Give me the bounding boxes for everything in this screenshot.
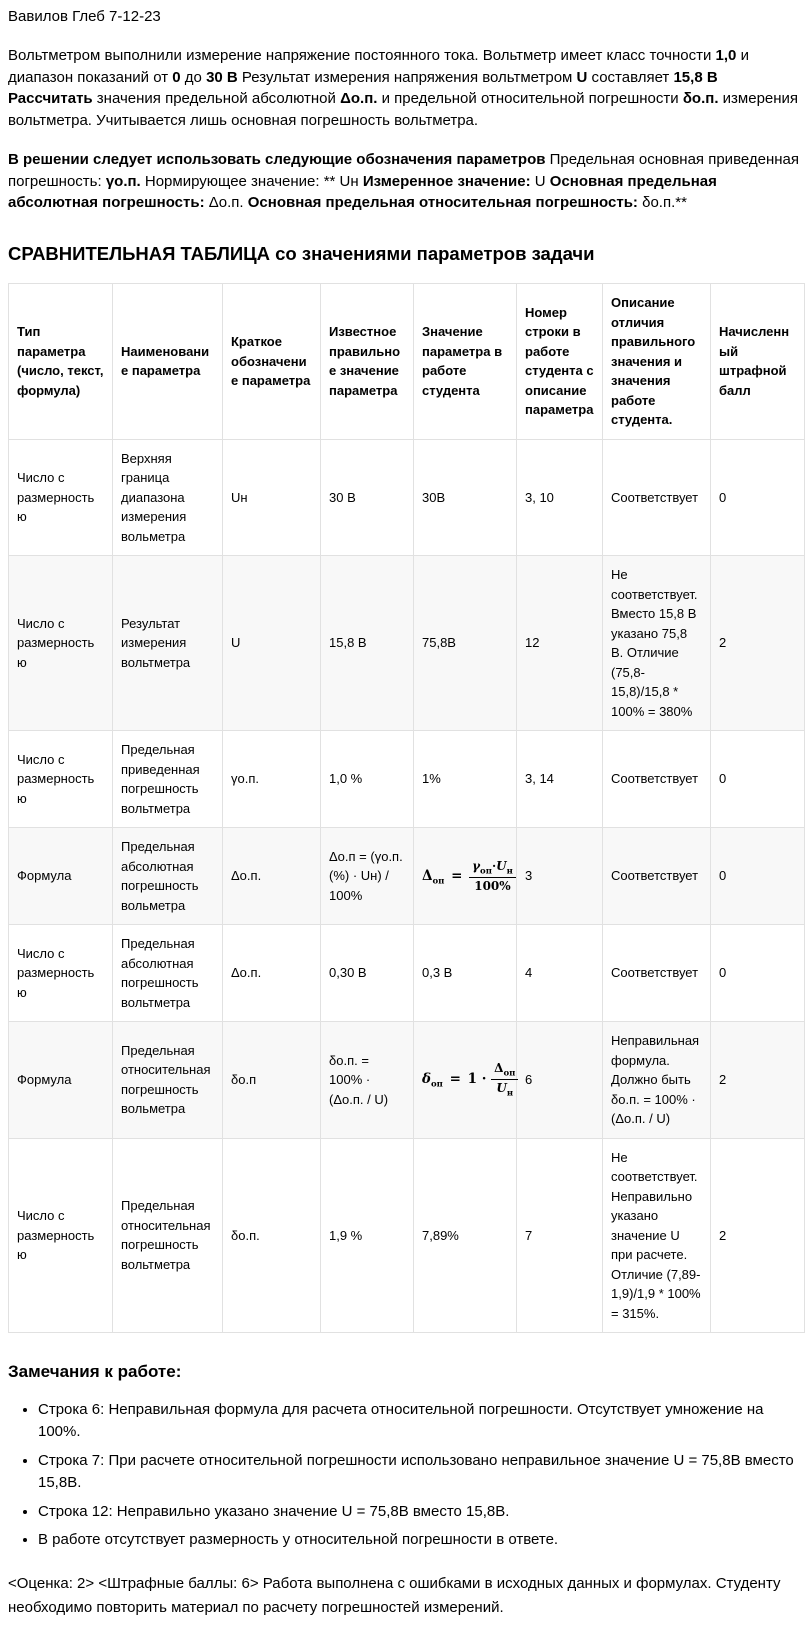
text-segment: и предельной относительной погрешности bbox=[377, 90, 683, 108]
cell-r2-c5: 75,8В bbox=[414, 556, 517, 731]
table-row-1 bbox=[9, 439, 805, 556]
table-row-4 bbox=[9, 828, 805, 925]
cell-r6-c5 bbox=[414, 1022, 517, 1139]
remarks-title: Замечания к работе: bbox=[8, 1362, 182, 1382]
text-segment: значения предельной абсолютной bbox=[92, 90, 341, 108]
cell-r4-c6: 3 bbox=[517, 828, 603, 925]
bold-text-segment: 15,8 В Рассчитать bbox=[8, 68, 718, 108]
cell-r2-c2: Результат измерения вольтметра bbox=[113, 556, 223, 731]
cell-r1-c7: Соответствует bbox=[603, 439, 711, 556]
header-cell-4: Известное правильное значение параметра bbox=[321, 284, 414, 440]
bold-text-segment: Основная предельная абсолютная погрешность: bbox=[8, 172, 717, 212]
author-date-line: Вавилов Глеб 7-12-23 bbox=[8, 8, 161, 25]
cell-r7-c3: δо.п. bbox=[223, 1138, 321, 1333]
cell-r3-c7: Соответствует bbox=[603, 731, 711, 828]
bold-text-segment: 0 bbox=[172, 68, 181, 86]
table-row-2 bbox=[9, 556, 805, 731]
cell-r1-c1: Число с размерностью bbox=[9, 439, 113, 556]
cell-r2-c1: Число с размерностью bbox=[9, 556, 113, 731]
remark-item: • Строка 7: При расчете относительной погрешности использовано неправильное значение U = 75,8В вместо 15,8В. bbox=[38, 1450, 804, 1495]
bold-text-segment: γо.п. bbox=[105, 172, 141, 190]
grade-conclusion-paragraph: <Оценка: 2> <Штрафные баллы: 6> Работа выполнена с ошибками в исходных данных и формулах. Студенту необходимо повторить материал по расчету погрешностей измерений. bbox=[8, 1574, 781, 1616]
cell-r6-c4: δо.п. = 100% · (Δо.п. / U) bbox=[321, 1022, 414, 1139]
table-header-row bbox=[9, 284, 805, 440]
cell-r4-c3: Δо.п. bbox=[223, 828, 321, 925]
table-row-7 bbox=[9, 1138, 805, 1333]
cell-r4-c5 bbox=[414, 828, 517, 925]
cell-r3-c3: γо.п. bbox=[223, 731, 321, 828]
cell-r4-c7: Соответствует bbox=[603, 828, 711, 925]
math-formula: $\delta_{оп} = 1$ · $\frac{\Delta_{оп}}{U_н}$ bbox=[422, 1071, 518, 1087]
remarks-list bbox=[8, 1399, 804, 1552]
cell-r6-c8: 2 bbox=[711, 1022, 805, 1139]
bold-text-segment: Основная предельная относительная погрешность: bbox=[247, 194, 638, 212]
cell-r1-c6: 3, 10 bbox=[517, 439, 603, 556]
cell-r3-c6: 3, 14 bbox=[517, 731, 603, 828]
cell-r4-c2: Предельная абсолютная погрешность вольметра bbox=[113, 828, 223, 925]
cell-r2-c4: 15,8 В bbox=[321, 556, 414, 731]
cell-r3-c4: 1,0 % bbox=[321, 731, 414, 828]
text-segment: составляет bbox=[587, 68, 674, 86]
cell-r5-c3: Δо.п. bbox=[223, 925, 321, 1022]
header-cell-3: Краткое обозначение параметра bbox=[223, 284, 321, 440]
remark-item: • Строка 6: Неправильная формула для расчета относительной погрешности. Отсутствует умножение на 100%. bbox=[38, 1399, 804, 1444]
math-formula: $\Delta_{оп}$ = $\frac{\gamma_{оп}\cdot U_н}{100\%}$ bbox=[422, 868, 516, 884]
cell-r4-c1: Формула bbox=[9, 828, 113, 925]
cell-r5-c4: 0,30 В bbox=[321, 925, 414, 1022]
notation-paragraph bbox=[8, 149, 804, 214]
cell-r7-c8: 2 bbox=[711, 1138, 805, 1333]
cell-r5-c8: 0 bbox=[711, 925, 805, 1022]
cell-r7-c5: 7,89% bbox=[414, 1138, 517, 1333]
cell-r3-c8: 0 bbox=[711, 731, 805, 828]
header-cell-1: Тип параметра (число, текст, формула) bbox=[9, 284, 113, 440]
text-segment: U bbox=[530, 172, 550, 190]
cell-r4-c4: Δо.п = (γо.п. (%) · Uн) / 100% bbox=[321, 828, 414, 925]
text-segment: Вольтметром выполнили измерение напряжение постоянного тока. Вольтметр имеет класс точности bbox=[8, 46, 716, 64]
header-cell-7: Описание отличия правильного значения и значения работе студента. bbox=[603, 284, 711, 440]
text-segment: измерения вольтметра. Учитывается лишь основная погрешность вольтметра. bbox=[8, 90, 799, 129]
cell-r1-c4: 30 В bbox=[321, 439, 414, 556]
cell-r1-c3: Uн bbox=[223, 439, 321, 556]
cell-r2-c8: 2 bbox=[711, 556, 805, 731]
cell-r3-c1: Число с размерностью bbox=[9, 731, 113, 828]
cell-r5-c2: Предельная абсолютная погрешность вольтметра bbox=[113, 925, 223, 1022]
cell-r3-c2: Предельная приведенная погрешность вольтметра bbox=[113, 731, 223, 828]
cell-r6-c2: Предельная относительная погрешность вольметра bbox=[113, 1022, 223, 1139]
comparison-table-title: СРАВНИТЕЛЬНАЯ ТАБЛИЦА со значениями параметров задачи bbox=[8, 243, 595, 264]
table-row-6 bbox=[9, 1022, 805, 1139]
cell-r5-c6: 4 bbox=[517, 925, 603, 1022]
bold-text-segment: 30 В bbox=[206, 68, 238, 86]
table-row-5 bbox=[9, 925, 805, 1022]
bold-text-segment: δо.п. bbox=[682, 90, 719, 108]
bold-text-segment: U bbox=[576, 68, 588, 86]
cell-r4-c8: 0 bbox=[711, 828, 805, 925]
cell-r1-c2: Верхняя граница диапазона измерения вольметра bbox=[113, 439, 223, 556]
cell-r2-c3: U bbox=[223, 556, 321, 731]
text-segment: Δо.п. bbox=[204, 194, 248, 212]
cell-r5-c1: Число с размерностью bbox=[9, 925, 113, 1022]
header-cell-6: Номер строки в работе студента с описание параметра bbox=[517, 284, 603, 440]
remark-item: • Строка 12: Неправильно указано значение U = 75,8В вместо 15,8В. bbox=[38, 1501, 804, 1524]
header-cell-5: Значение параметра в работе студента bbox=[414, 284, 517, 440]
cell-r7-c2: Предельная относительная погрешность вольтметра bbox=[113, 1138, 223, 1333]
cell-r3-c5: 1% bbox=[414, 731, 517, 828]
cell-r6-c6: 6 bbox=[517, 1022, 603, 1139]
bold-text-segment: Измеренное значение: bbox=[362, 172, 531, 190]
task-paragraph bbox=[8, 45, 804, 132]
comparison-table bbox=[8, 283, 805, 1333]
text-segment: Нормирующее значение: ** Uн bbox=[140, 172, 363, 190]
cell-r1-c5: 30В bbox=[414, 439, 517, 556]
cell-r6-c1: Формула bbox=[9, 1022, 113, 1139]
bold-text-segment: Δо.п. bbox=[340, 90, 378, 108]
cell-r5-c7: Соответствует bbox=[603, 925, 711, 1022]
cell-r5-c5: 0,3 В bbox=[414, 925, 517, 1022]
text-segment: Результат измерения напряжения вольтметром bbox=[237, 68, 577, 86]
cell-r6-c3: δо.п bbox=[223, 1022, 321, 1139]
header-cell-2: Наименование параметра bbox=[113, 284, 223, 440]
text-segment: и диапазон показаний от bbox=[8, 46, 749, 86]
cell-r7-c7: Не соответствует. Неправильно указано значение U при расчете. Отличие (7,89-1,9)/1,9 * 100% = 315%. bbox=[603, 1138, 711, 1333]
text-segment: δо.п.** bbox=[637, 194, 687, 212]
remark-item: • В работе отсутствует размерность у относительной погрешности в ответе. bbox=[38, 1529, 804, 1552]
bold-text-segment: 1,0 bbox=[715, 46, 737, 64]
cell-r2-c7: Не соответствует. Вместо 15,8 В указано 75,8 В. Отличие (75,8-15,8)/15,8 * 100% = 380% bbox=[603, 556, 711, 731]
cell-r7-c1: Число с размерностью bbox=[9, 1138, 113, 1333]
cell-r7-c4: 1,9 % bbox=[321, 1138, 414, 1333]
cell-r1-c8: 0 bbox=[711, 439, 805, 556]
cell-r7-c6: 7 bbox=[517, 1138, 603, 1333]
header-cell-8: Начисленный штрафной балл bbox=[711, 284, 805, 440]
text-segment: до bbox=[180, 68, 207, 86]
text-segment: Предельная основная приведенная погрешность: bbox=[8, 150, 800, 190]
bold-text-segment: В решении следует использовать следующие обозначения параметров bbox=[8, 150, 546, 168]
cell-r6-c7: Неправильная формула. Должно быть δо.п. = 100% · (Δо.п. / U) bbox=[603, 1022, 711, 1139]
table-row-3 bbox=[9, 731, 805, 828]
cell-r2-c6: 12 bbox=[517, 556, 603, 731]
